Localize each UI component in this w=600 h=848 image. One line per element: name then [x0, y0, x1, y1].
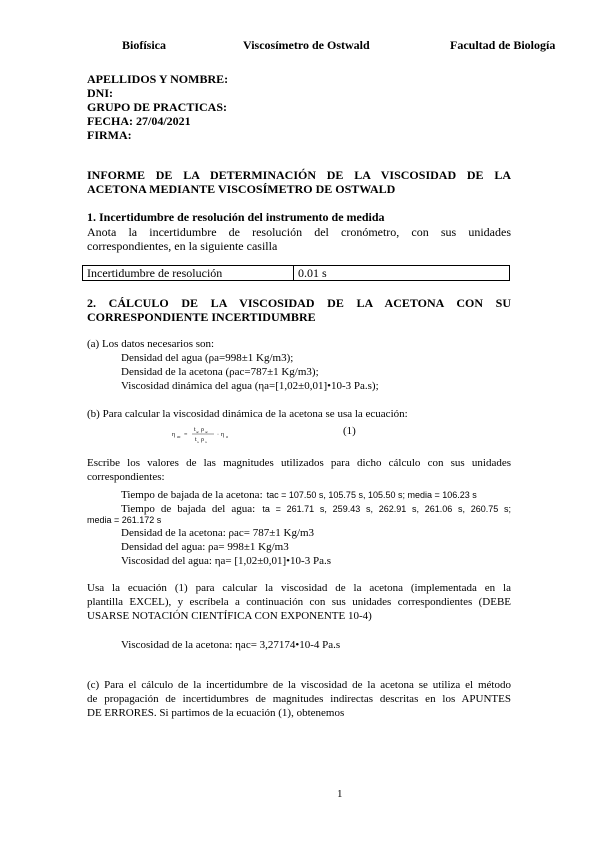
- svg-text:a: a: [226, 434, 228, 439]
- group-label: GRUPO DE PRACTICAS:: [87, 100, 228, 114]
- report-title-line2: ACETONA MEDIANTE VISCOSÍMETRO DE OSTWALD: [87, 182, 396, 196]
- c-text-line1: (c) Para el cálculo de la incertidumbre de la viscosidad de la acetona se utiliza el método: [87, 679, 511, 691]
- use-text-line1: Usa la ecuación (1) para calcular la viscosidad de la acetona (implementada en la: [87, 582, 511, 594]
- svg-text:ac: ac: [196, 430, 200, 434]
- svg-text:ac: ac: [205, 430, 209, 434]
- acetone-time-label: Tiempo de bajada de la acetona:: [121, 489, 263, 501]
- svg-text:η: η: [172, 432, 176, 438]
- a-acetone-density: Densidad de la acetona (ρac=787±1 Kg/m3);: [121, 366, 319, 378]
- svg-text:·: ·: [217, 432, 219, 438]
- section1-text-line1: Anota la incertidumbre de resolución del cronómetro, con sus unidades: [87, 225, 511, 239]
- b-intro: (b) Para calcular la viscosidad dinámica de la acetona se usa la ecuación:: [87, 408, 408, 420]
- c-text-line3: DE ERRORES. Si partimos de la ecuación (1), obtenemos: [87, 707, 345, 719]
- header-title: Viscosímetro de Ostwald: [243, 38, 370, 52]
- resolution-table: [82, 265, 510, 281]
- svg-text:t: t: [194, 427, 196, 433]
- water-time-row: [121, 499, 511, 517]
- svg-text:t: t: [195, 437, 197, 443]
- acetone-viscosity-result: Viscosidad de la acetona: ηac= 3,27174•10-4 Pa.s: [121, 639, 341, 651]
- a-intro: (a) Los datos necesarios son:: [87, 338, 215, 350]
- resolution-label-cell: Incertidumbre de resolución: [83, 266, 294, 281]
- section1-heading: 1. Incertidumbre de resolución del instrumento de medida: [87, 210, 385, 224]
- c-text-line2: de propagación de incertidumbres de magnitudes indirectas descritas en los APUNTES: [87, 693, 511, 705]
- section2-heading-line1: 2. CÁLCULO DE LA VISCOSIDAD DE LA ACETONA CON SU: [87, 296, 511, 310]
- use-text-line2: plantilla EXCEL), y escríbela a continuación con sus unidades correspondientes (DEBE: [87, 596, 511, 608]
- water-viscosity-line: Viscosidad del agua: ηa= [1,02±0,01]•10-3 Pa.s: [121, 555, 331, 567]
- section2-heading-line2: CORRESPONDIENTE INCERTIDUMBRE: [87, 310, 316, 324]
- equation-number: (1): [343, 425, 356, 437]
- svg-text:a: a: [197, 440, 199, 444]
- section1-text-line2: correspondientes, en la siguiente casilla: [87, 239, 278, 253]
- report-title-line1: INFORME DE LA DETERMINACIÓN DE LA VISCOSIDAD DE LA: [87, 168, 511, 182]
- date-label: FECHA: 27/04/2021: [87, 114, 191, 128]
- b-text-line1: Escribe los valores de las magnitudes utilizados para dicho cálculo con sus unidades: [87, 457, 511, 469]
- header-subject: Biofísica: [122, 38, 166, 52]
- b-text-line2: correspondientes:: [87, 471, 165, 483]
- svg-text:ac: ac: [177, 434, 181, 439]
- dni-label: DNI:: [87, 86, 113, 100]
- svg-text:ρ: ρ: [201, 437, 204, 443]
- page-number: 1: [337, 788, 343, 800]
- svg-text:a: a: [205, 440, 207, 444]
- acetone-time-value: tac = 107.50 s, 105.75 s, 105.50 s; media = 106.23 s: [266, 490, 477, 500]
- a-water-density: Densidad del agua (ρa=998±1 Kg/m3);: [121, 352, 294, 364]
- acetone-density-line: Densidad de la acetona: ρac= 787±1 Kg/m3: [121, 527, 315, 539]
- water-time-value: ta = 261.71 s, 259.43 s, 262.91 s, 261.06 s, 260.75 s;: [262, 504, 512, 514]
- svg-text:η: η: [221, 432, 225, 438]
- resolution-value-cell: 0.01 s: [294, 266, 510, 281]
- signature-label: FIRMA:: [87, 128, 132, 142]
- viscosity-equation: [170, 422, 250, 444]
- water-density-line: Densidad del agua: ρa= 998±1 Kg/m3: [121, 541, 289, 553]
- name-label: APELLIDOS Y NOMBRE:: [87, 72, 229, 86]
- header-faculty: Facultad de Biología: [450, 38, 556, 52]
- svg-text:=: =: [184, 432, 188, 438]
- a-water-viscosity: Viscosidad dinámica del agua (ηa=[1,02±0,01]•10-3 Pa.s);: [121, 380, 379, 392]
- water-time-mean: media = 261.172 s: [87, 515, 162, 525]
- water-time-label: Tiempo de bajada del agua:: [121, 503, 256, 515]
- svg-text:ρ: ρ: [201, 427, 204, 433]
- use-text-line3: USARSE NOTACIÓN CIENTÍFICA CON EXPONENTE 10-4): [87, 610, 372, 622]
